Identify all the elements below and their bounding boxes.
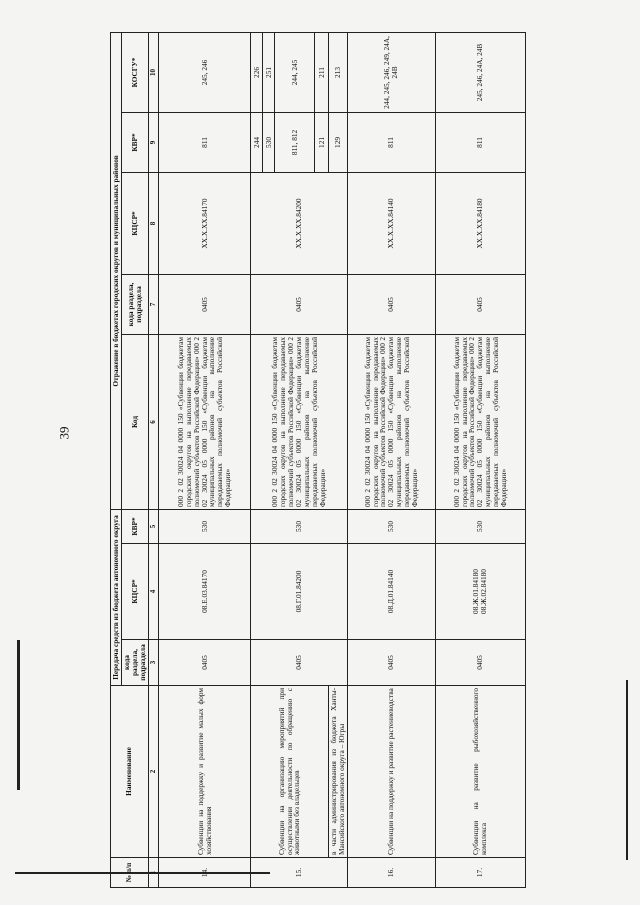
row-kosgu: 244, 245, 246, 249, 24А, 24В — [347, 32, 435, 112]
table-row — [251, 32, 263, 887]
col-num: 5 — [148, 509, 159, 543]
row-code: 000 2 02 30024 04 0000 150 «Субвенции бюджетам городских округов на выполнение передаваемых полномочий субъектов Российской Федерации» 000 2 02 30024 05 0000 150 «Субвенции бюджетам муниципальных районов на выполнение передаваемых полномочий субъектов Российской Федерации» — [159, 334, 251, 509]
row-kosgu: 213 — [329, 32, 348, 112]
row-num: 17. — [435, 858, 525, 888]
table-row — [435, 32, 525, 887]
row-kvr-2: 811 — [435, 112, 525, 172]
header-kosgu: КОСГУ* — [121, 32, 148, 112]
row-kvr-2: 129 — [329, 112, 348, 172]
col-num: 10 — [148, 32, 159, 112]
col-num: 3 — [148, 640, 159, 686]
row-kcsr-line: 08.Ж.01.84180 — [471, 569, 481, 614]
row-name: Субвенции на поддержку и развитие малых форм хозяйствования — [159, 686, 251, 858]
row-kcsr-line: 08.Ж.02.84180 — [479, 569, 489, 614]
row-section-2: 0405 — [159, 274, 251, 334]
row-section-2: 0405 — [251, 274, 348, 334]
row-section-2: 0405 — [347, 274, 435, 334]
row-kosgu: 211 — [315, 32, 329, 112]
rotated-page — [110, 32, 526, 888]
header-code-section-2: кода раздела, подраздела — [121, 274, 148, 334]
header-kvr-2: КВР* — [121, 112, 148, 172]
row-kvr: 530 — [251, 509, 348, 543]
header-group-transfer: Передача средств из бюджета автономного округа — [111, 509, 122, 685]
row-kcsr: 08.Г.01.84200 — [251, 544, 348, 640]
row-kcsr — [435, 544, 525, 640]
row-num: 16. — [347, 858, 435, 888]
row-kcsr-2: ХХ.Х.ХХ.84140 — [347, 172, 435, 274]
row-num: 14. — [159, 858, 251, 888]
row-kcsr-2: ХХ.Х.ХХ.84170 — [159, 172, 251, 274]
row-section: 0405 — [435, 640, 525, 686]
header-row-1 — [111, 32, 122, 887]
header-group-reflection: Отражение в бюджетах городских округов и муниципальных районов — [111, 32, 122, 509]
row-kcsr-2: ХХ.Х.ХХ.84180 — [435, 172, 525, 274]
table-row — [159, 32, 251, 887]
col-num: 4 — [148, 544, 159, 640]
row-kosgu: 245, 246, 24А, 24В — [435, 32, 525, 112]
row-kvr: 530 — [435, 509, 525, 543]
scan-edge-left — [17, 640, 20, 790]
row-code: 000 2 02 30024 04 0000 150 «Субвенции бюджетам городских округов на выполнение передаваемых полномочий субъектов Российской Федерации» 000 2 02 30024 05 0000 150 «Субвенции бюджетам муниципальных районов на выполнение передаваемых полномочий субъектов Российской Федерации» — [347, 334, 435, 509]
col-num: 2 — [148, 686, 159, 858]
header-name: Наименование — [111, 686, 149, 858]
row-kcsr: 08.Е.03.84170 — [159, 544, 251, 640]
budget-codes-table — [110, 32, 526, 888]
row-kvr: 530 — [347, 509, 435, 543]
row-kosgu: 244, 245 — [275, 32, 315, 112]
row-kvr: 530 — [159, 509, 251, 543]
row-kcsr: 08.Д.01.84140 — [347, 544, 435, 640]
page-number: 39 — [56, 426, 72, 440]
row-kvr-2: 244 — [251, 112, 263, 172]
row-kosgu: 251 — [263, 32, 275, 112]
header-code: Код — [121, 334, 148, 509]
row-name: Субвенции на развитие рыбохозяйственного комплекса — [435, 686, 525, 858]
row-name: Субвенции на поддержку и развитие растениеводства — [347, 686, 435, 858]
header-num: № п/п — [111, 858, 149, 888]
scan-edge-right — [626, 680, 628, 860]
table-row — [347, 32, 435, 887]
row-kvr-2: 121 — [315, 112, 329, 172]
col-num: 9 — [148, 112, 159, 172]
row-name: Субвенции на организацию мероприятий при осуществлении деятельности по обращению с животными без владельцев — [251, 686, 329, 858]
row-section: 0405 — [159, 640, 251, 686]
row-code: 000 2 02 30024 04 0000 150 «Субвенции бюджетам городских округов на выполнение передаваемых полномочий субъектов Российской Федерации» 000 2 02 30024 05 0000 150 «Субвенции бюджетам муниципальных районов на выполнение передаваемых полномочий субъектов Российской Федерации» — [251, 334, 348, 509]
header-kvr: КВР* — [121, 509, 148, 543]
row-num: 15. — [251, 858, 348, 888]
row-section: 0405 — [251, 640, 348, 686]
row-kvr-2: 811 — [159, 112, 251, 172]
col-num: 7 — [148, 274, 159, 334]
row-kvr-2: 811 — [347, 112, 435, 172]
row-kcsr-2: ХХ.Х.ХХ.84200 — [251, 172, 348, 274]
col-num: 8 — [148, 172, 159, 274]
row-section: 0405 — [347, 640, 435, 686]
row-kvr-2: 811, 812 — [275, 112, 315, 172]
row-section-2: 0405 — [435, 274, 525, 334]
col-num: 6 — [148, 334, 159, 509]
row-code: 000 2 02 30024 04 0000 150 «Субвенции бюджетам городских округов на выполнение передаваемых полномочий субъектов Российской Федерации» 000 2 02 30024 05 0000 150 «Субвенции бюджетам муниципальных районов на выполнение передаваемых полномочий субъектов Российской Федерации» — [435, 334, 525, 509]
header-code-section: кода раздела, подраздела — [121, 640, 148, 686]
row-kosgu: 245, 246 — [159, 32, 251, 112]
row-name-admin: в части администрирования из бюджета Ханты-Мансийского автономного округа – Югры — [329, 686, 348, 858]
row-kvr-2: 530 — [263, 112, 275, 172]
header-kcsr: КЦСР* — [121, 544, 148, 640]
header-kcsr-2: КЦСР* — [121, 172, 148, 274]
row-kosgu: 226 — [251, 32, 263, 112]
col-num: 1 — [148, 858, 159, 888]
column-numbers-row — [148, 32, 159, 887]
